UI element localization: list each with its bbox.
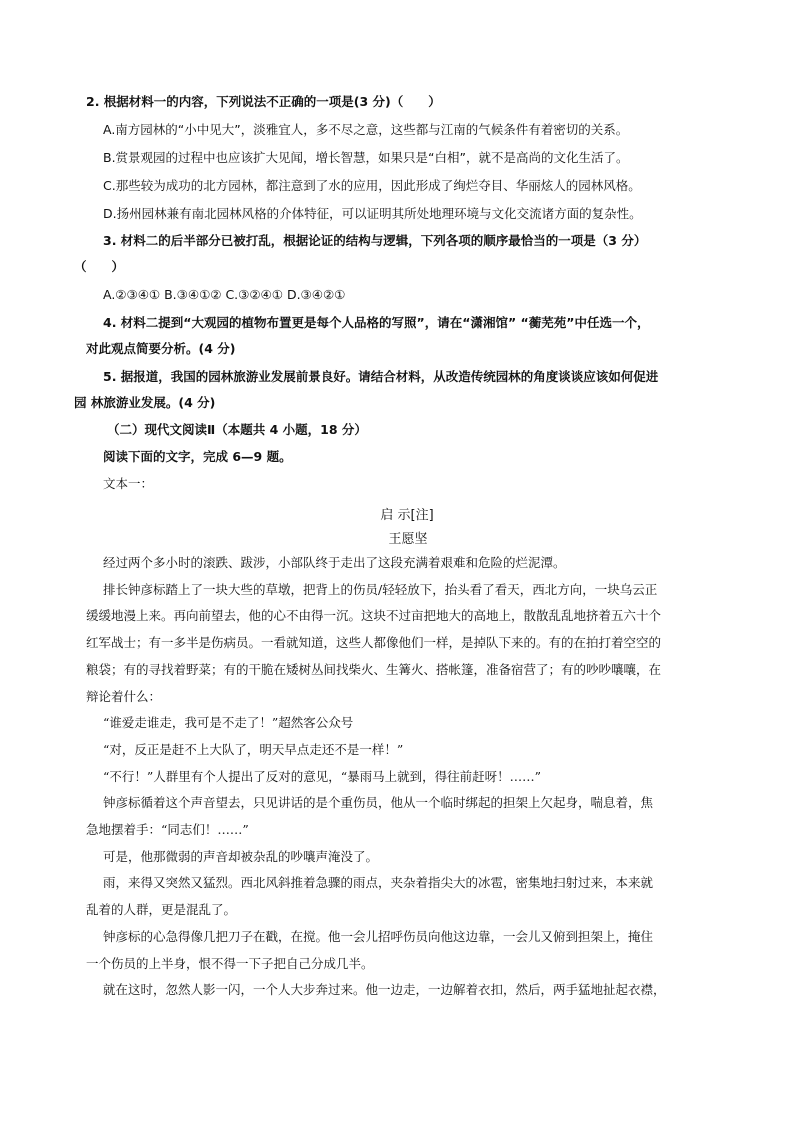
paragraph-line: 急地摆着手：“同志们！……”: [86, 822, 249, 838]
q5-line1: 5. 据报道，我国的园林旅游业发展前景良好。请结合材料，从改造传统园林的角度谈谈应该如何促进: [103, 369, 659, 384]
paragraph-line: 可是，他那微弱的声音却被杂乱的吵嚷声淹没了。: [103, 848, 379, 864]
paragraph-line: 经过两个多小时的滚跌、跋涉，小部队终于走出了这段充满着艰难和危险的烂泥潭。: [103, 555, 566, 570]
q4-line2: 对此观点简要分析。(4 分): [86, 341, 236, 356]
q2-option-a: A.南方园林的“小中见大”，淡雅宜人，多不尽之意，这些都与江南的气候条件有着密切的关系。: [103, 122, 629, 137]
q2-option-d: D.扬州园林兼有南北园林风格的介体特征，可以证明其所处地理环境与文化交流诸方面的复杂性。: [103, 206, 642, 221]
paragraph-line: “对，反正是赶不上大队了，明天早点走还不是一样！”: [103, 741, 404, 757]
paragraph-line: 雨，来得又突然又猛烈。西北风斜推着急骤的雨点，夹杂着指尖大的冰雹，密集地扫射过来，本来就: [103, 875, 654, 891]
paragraph-line: 缓缓地漫上来。再向前望去，他的心不由得一沉。这块不过亩把地大的高地上，散散乱乱地挤着五六十个: [86, 608, 662, 624]
q5-line2: 园 林旅游业发展。(4 分): [74, 395, 216, 410]
paragraph-line: 辩论着什么：: [86, 688, 162, 704]
paragraph-line: 乱着的人群，更是混乱了。: [86, 902, 237, 918]
q2-option-b: B.赏景观园的过程中也应该扩大见闻，增长智慧，如果只是“白相”，就不是高尚的文化生活了。: [103, 150, 629, 165]
paragraph-line: 就在这时，忽然人影一闪，一个人大步奔过来。他一边走，一边解着衣扣，然后，两手猛地扯起衣襟，: [103, 982, 666, 998]
paragraph-line: “不行！”人群里有个人提出了反对的意见，“暴雨马上就到，得往前赶呀！……”: [103, 768, 542, 784]
paragraph-line: 钟彦标循着这个声音望去，只见讲话的是个重伤员，他从一个临时绑起的担架上欠起身，喘息着，焦: [103, 795, 654, 811]
section-instruction: 阅读下面的文字，完成 6—9 题。: [103, 449, 292, 464]
q3-stem: 3. 材料二的后半部分已被打乱，根据论证的结构与逻辑，下列各项的顺序最恰当的一项是（3 分）: [103, 233, 647, 248]
q4-line1: 4. 材料二提到“大观园的植物布置更是每个人品格的写照”，请在“潇湘馆” “蘅芜苑”中任选一个，: [103, 315, 650, 330]
article-title: 启 示[注]: [380, 508, 434, 523]
paragraph-line: 排长钟彦标踏上了一块大些的草墩，把背上的伤员/轻轻放下，抬头看了看天，西北方向，一块乌云正: [103, 581, 658, 597]
paragraph-line: 粮袋；有的寻找着野菜；有的干脆在矮树丛间找柴火、生篝火、搭帐篷，准备宿营了；有的吵吵嚷嚷，在: [86, 661, 662, 677]
article-body: [86, 550, 726, 1004]
paragraph-line: 钟彦标的心急得像几把刀子在戳，在搅。他一会儿招呼伤员向他这边靠，一会儿又俯到担架上，掩住: [103, 928, 654, 944]
q3-options: A.②③④① B.③④①② C.③②④① D.③④②①: [103, 287, 346, 302]
q3-stem-cont: （ ）: [74, 259, 125, 274]
text-label: 文本一：: [103, 476, 154, 491]
article-author: 王愿坚: [388, 532, 428, 547]
paragraph-line: 红军战士；有一多半是伤病员。一看就知道，这些人都像他们一样，是掉队下来的。有的在拍打着空空的: [86, 635, 662, 651]
paragraph-line: “谁爱走谁走，我可是不走了！”超然客公众号: [103, 715, 354, 731]
q2-stem: 2. 根据材料一的内容，下列说法不正确的一项是(3 分)（ ）: [86, 94, 441, 109]
q2-option-c: C.那些较为成功的北方园林，都注意到了水的应用，因此形成了绚烂夺目、华丽炫人的园林风格。: [103, 178, 641, 193]
paragraph-line: 一个伤员的上半身，恨不得一下子把自己分成几半。: [86, 955, 374, 971]
section-heading: （二）现代文阅读Ⅱ（本题共 4 小题，18 分）: [107, 422, 367, 437]
